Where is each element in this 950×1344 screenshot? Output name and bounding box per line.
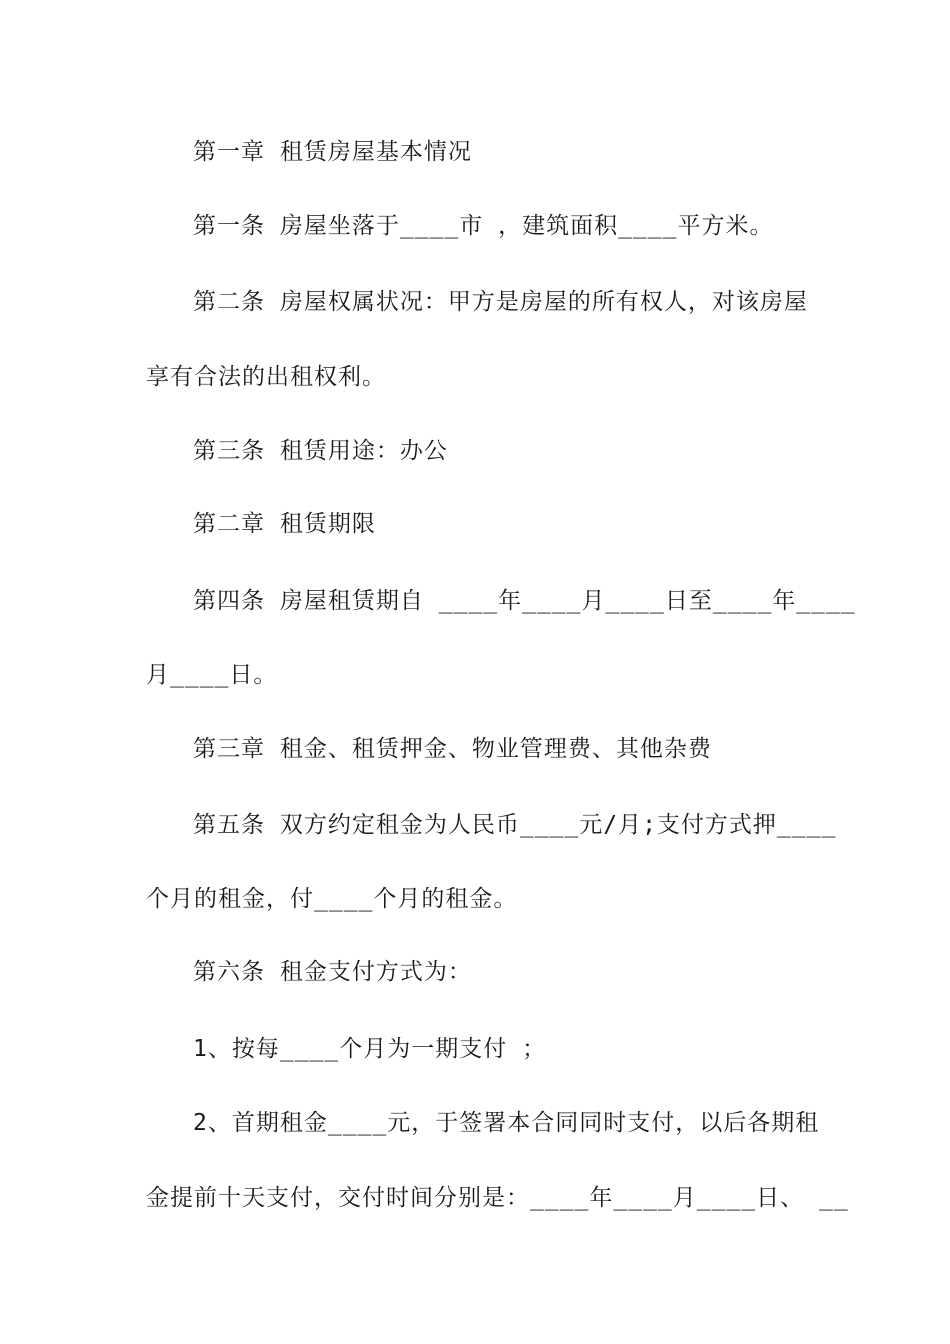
- chapter-1-heading: 第一章 租赁房屋基本情况: [193, 139, 472, 165]
- article-4-text-line-2: 月____日。: [146, 662, 278, 688]
- chapter-2-heading: 第二章 租赁期限: [193, 511, 376, 537]
- article-4-text-line-1: 第四条 房屋租赁期自 ____年____月____日至____年____: [193, 588, 856, 614]
- article-5-text-line-1: 第五条 双方约定租金为人民币____元/月;支付方式押____: [193, 812, 837, 838]
- article-3-text: 第三条 租赁用途：办公: [193, 438, 448, 464]
- payment-item-1: 1、按每____个月为一期支付 ；: [193, 1036, 547, 1062]
- chapter-3-heading: 第三章 租金、租赁押金、物业管理费、其他杂费: [193, 736, 712, 762]
- article-5-text-line-2: 个月的租金，付____个月的租金。: [146, 886, 518, 912]
- article-2-text-line-1: 第二条 房屋权属状况：甲方是房屋的所有权人，对该房屋: [193, 289, 808, 315]
- article-6-text: 第六条 租金支付方式为：: [193, 959, 472, 985]
- article-2-text-line-2: 享有合法的出租权利。: [146, 364, 386, 390]
- payment-item-2-line-2: 金提前十天支付，交付时间分别是：____年____月____日、 __: [146, 1185, 849, 1211]
- article-1-text: 第一条 房屋坐落于____市 ，建筑面积____平方米。: [193, 213, 774, 239]
- payment-item-2-line-1: 2、首期租金____元，于签署本合同同时支付，以后各期租: [193, 1110, 820, 1136]
